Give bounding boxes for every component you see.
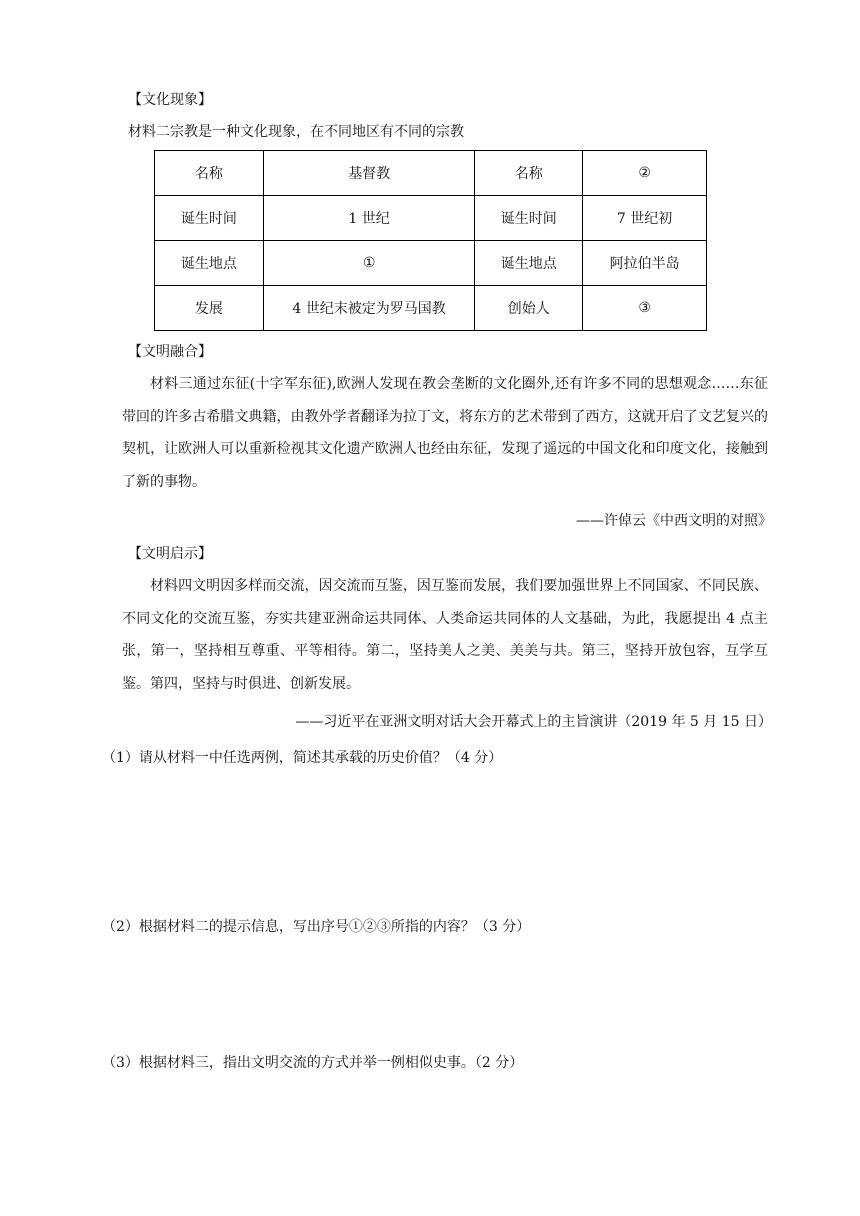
table-row	[155, 151, 707, 196]
table-cell: 基督教	[263, 151, 475, 196]
culture-intro: 材料二宗教是一种文化现象，在不同地区有不同的宗教	[128, 124, 464, 140]
table-cell: ③	[583, 286, 707, 331]
material-four-source: ——习近平在亚洲文明对话大会开幕式上的主旨演讲（2019 年 5 月 15 日）	[295, 714, 772, 730]
table-row	[155, 286, 707, 331]
table-cell: 诞生时间	[155, 196, 264, 241]
table-cell: 名称	[155, 151, 264, 196]
question-1: （1）请从材料一中任选两例，简述其承载的历史价值？（4 分）	[102, 750, 503, 766]
table-row	[155, 196, 707, 241]
table-cell: 1 世纪	[263, 196, 475, 241]
religion-table	[154, 150, 707, 331]
material-three-paragraph: 材料三通过东征(十字军东征),欧洲人发现在教会垄断的文化圈外,还有许多不同的思想观念……东征带回的许多古希腊文典籍，由教外学者翻译为拉丁文，将东方的艺术带到了西方，这就开启了文艺复兴的契机，让欧洲人可以重新检视其文化遗产欧洲人也经由东征，发现了遥远的中国文化和印度文化，接触到了新的事物。	[122, 376, 768, 490]
table-cell: 诞生地点	[475, 241, 583, 286]
table-cell: 诞生地点	[155, 241, 264, 286]
table-cell: 创始人	[475, 286, 583, 331]
table-cell: 名称	[475, 151, 583, 196]
table-cell: 诞生时间	[475, 196, 583, 241]
table-cell: 阿拉伯半岛	[583, 241, 707, 286]
material-four-paragraph: 材料四文明因多样而交流，因交流而互鉴，因互鉴而发展，我们要加强世界上不同国家、不同民族、不同文化的交流互鉴，夯实共建亚洲命运共同体、人类命运共同体的人文基础，为此，我愿提出 4 点主张，第一，坚持相互尊重、平等相待。第二，坚持美人之美、美美与共。第三，坚持开放包容，互学互鉴。第四，坚持与时俱进、创新发展。	[122, 578, 768, 692]
table-cell: 发展	[155, 286, 264, 331]
fusion-heading: 【文明融合】	[128, 344, 212, 360]
table-cell: ②	[583, 151, 707, 196]
material-three-source: ——许倬云《中西文明的对照》	[576, 513, 772, 529]
insight-heading: 【文明启示】	[128, 546, 212, 562]
table-cell: ①	[263, 241, 475, 286]
table-row	[155, 241, 707, 286]
table-cell: 7 世纪初	[583, 196, 707, 241]
question-3: （3）根据材料三，指出文明交流的方式并举一例相似史事。（2 分）	[102, 1055, 524, 1071]
question-2: （2）根据材料二的提示信息，写出序号①②③所指的内容？（3 分）	[102, 919, 531, 935]
table-cell: 4 世纪末被定为罗马国教	[263, 286, 475, 331]
culture-heading: 【文化现象】	[128, 92, 212, 108]
